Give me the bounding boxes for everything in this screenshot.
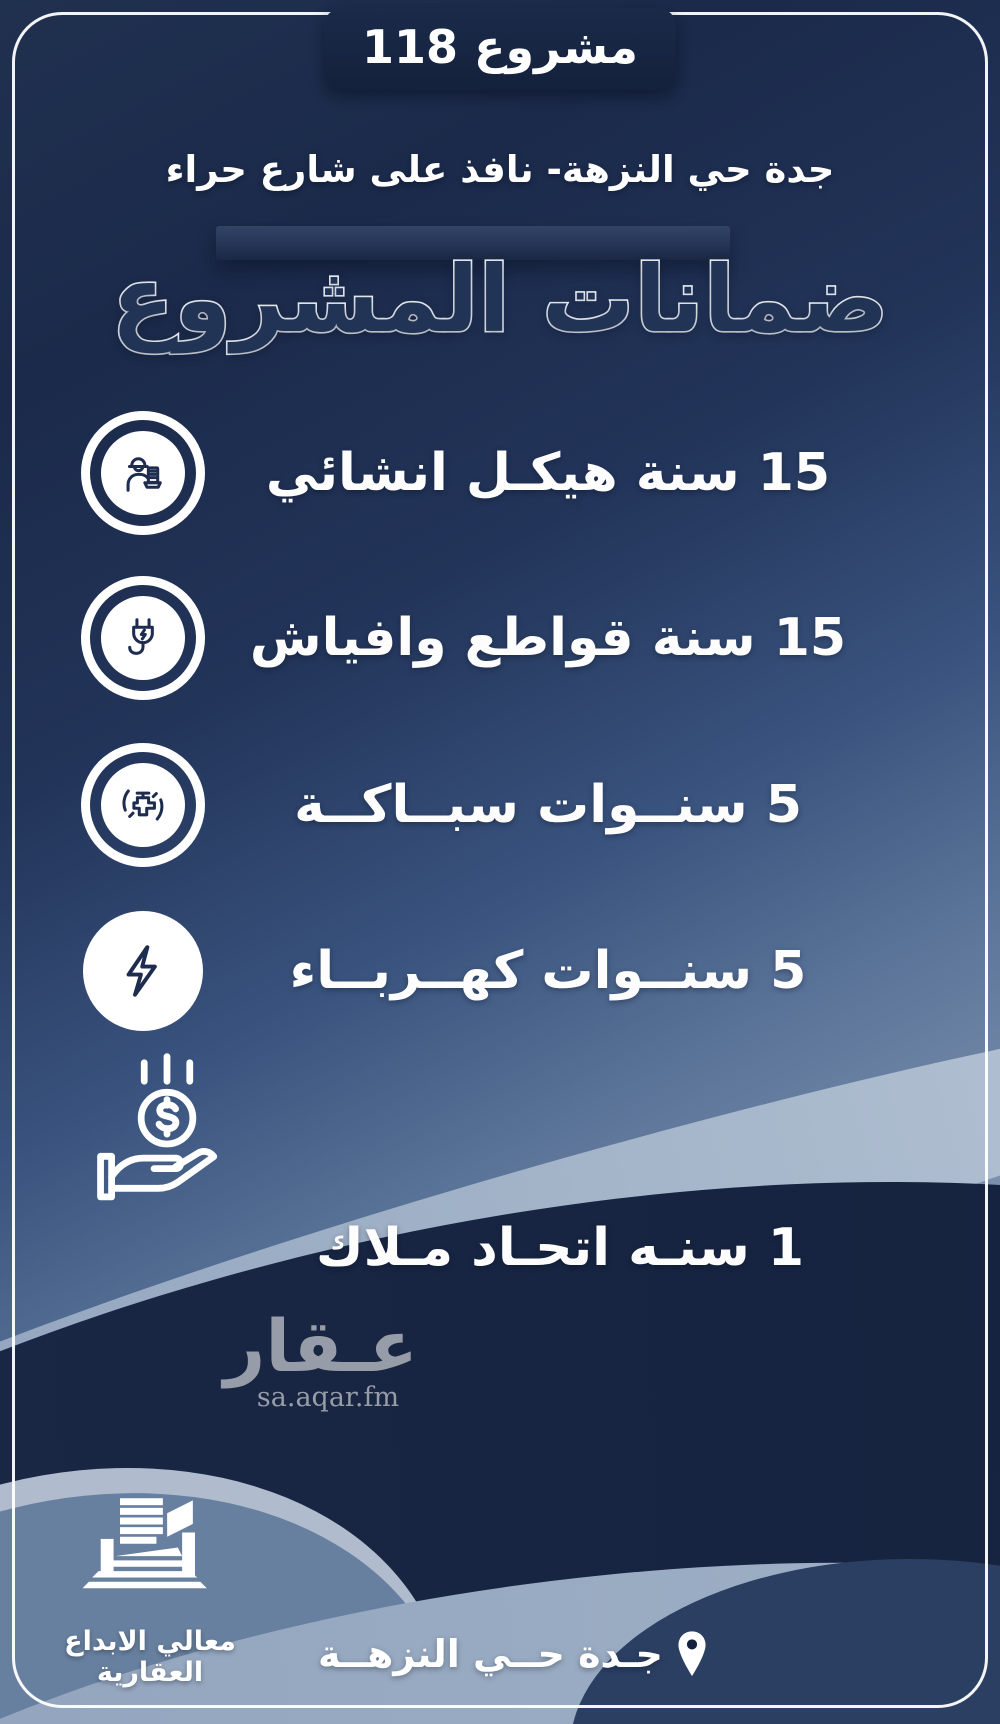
electric-plug-icon <box>81 576 205 700</box>
hand-coin-icon <box>92 1048 242 1208</box>
project-number-badge: مشروع 118 <box>324 8 676 90</box>
construction-worker-icon <box>81 411 205 535</box>
footer-location <box>318 1630 709 1678</box>
guarantee-row-electricity <box>58 896 868 1046</box>
aqar-watermark <box>223 1304 418 1414</box>
lightning-bolt-icon <box>83 911 203 1031</box>
company-logo-block <box>28 1496 272 1688</box>
location-pin-icon <box>675 1630 709 1678</box>
guarantee-row-plumbing <box>58 730 868 880</box>
company-name: معالي الابداع العقارية <box>64 1626 236 1688</box>
guarantee-label-plumbing: 5 سنــوات سبــاكــة <box>294 775 802 835</box>
page-title: ضمانات المشروع <box>111 246 889 353</box>
footer-location-text: جـدة حــي النزهــة <box>318 1632 663 1676</box>
aqar-watermark-brand: عـقار <box>223 1304 418 1388</box>
guarantee-label-electricity: 5 سنــوات كهــربــاء <box>289 941 807 1001</box>
company-buildings-icon <box>75 1496 225 1614</box>
poster-subtitle: جدة حي النزهة- نافذ على شارع حراء <box>165 148 835 191</box>
guarantee-row-structural <box>58 398 868 548</box>
guarantee-label-electrical-fittings: 15 سنة قواطع وافياش <box>249 608 847 668</box>
water-faucet-icon <box>81 743 205 867</box>
guarantee-row-electrical-fittings <box>58 563 868 713</box>
aqar-watermark-site: sa.aqar.fm <box>256 1382 400 1414</box>
guarantee-label-owners-association: 1 سنـه اتحـاد مـلاك <box>315 1218 805 1278</box>
guarantee-label-structural: 15 سنة هيكـل انشائي <box>265 443 831 503</box>
